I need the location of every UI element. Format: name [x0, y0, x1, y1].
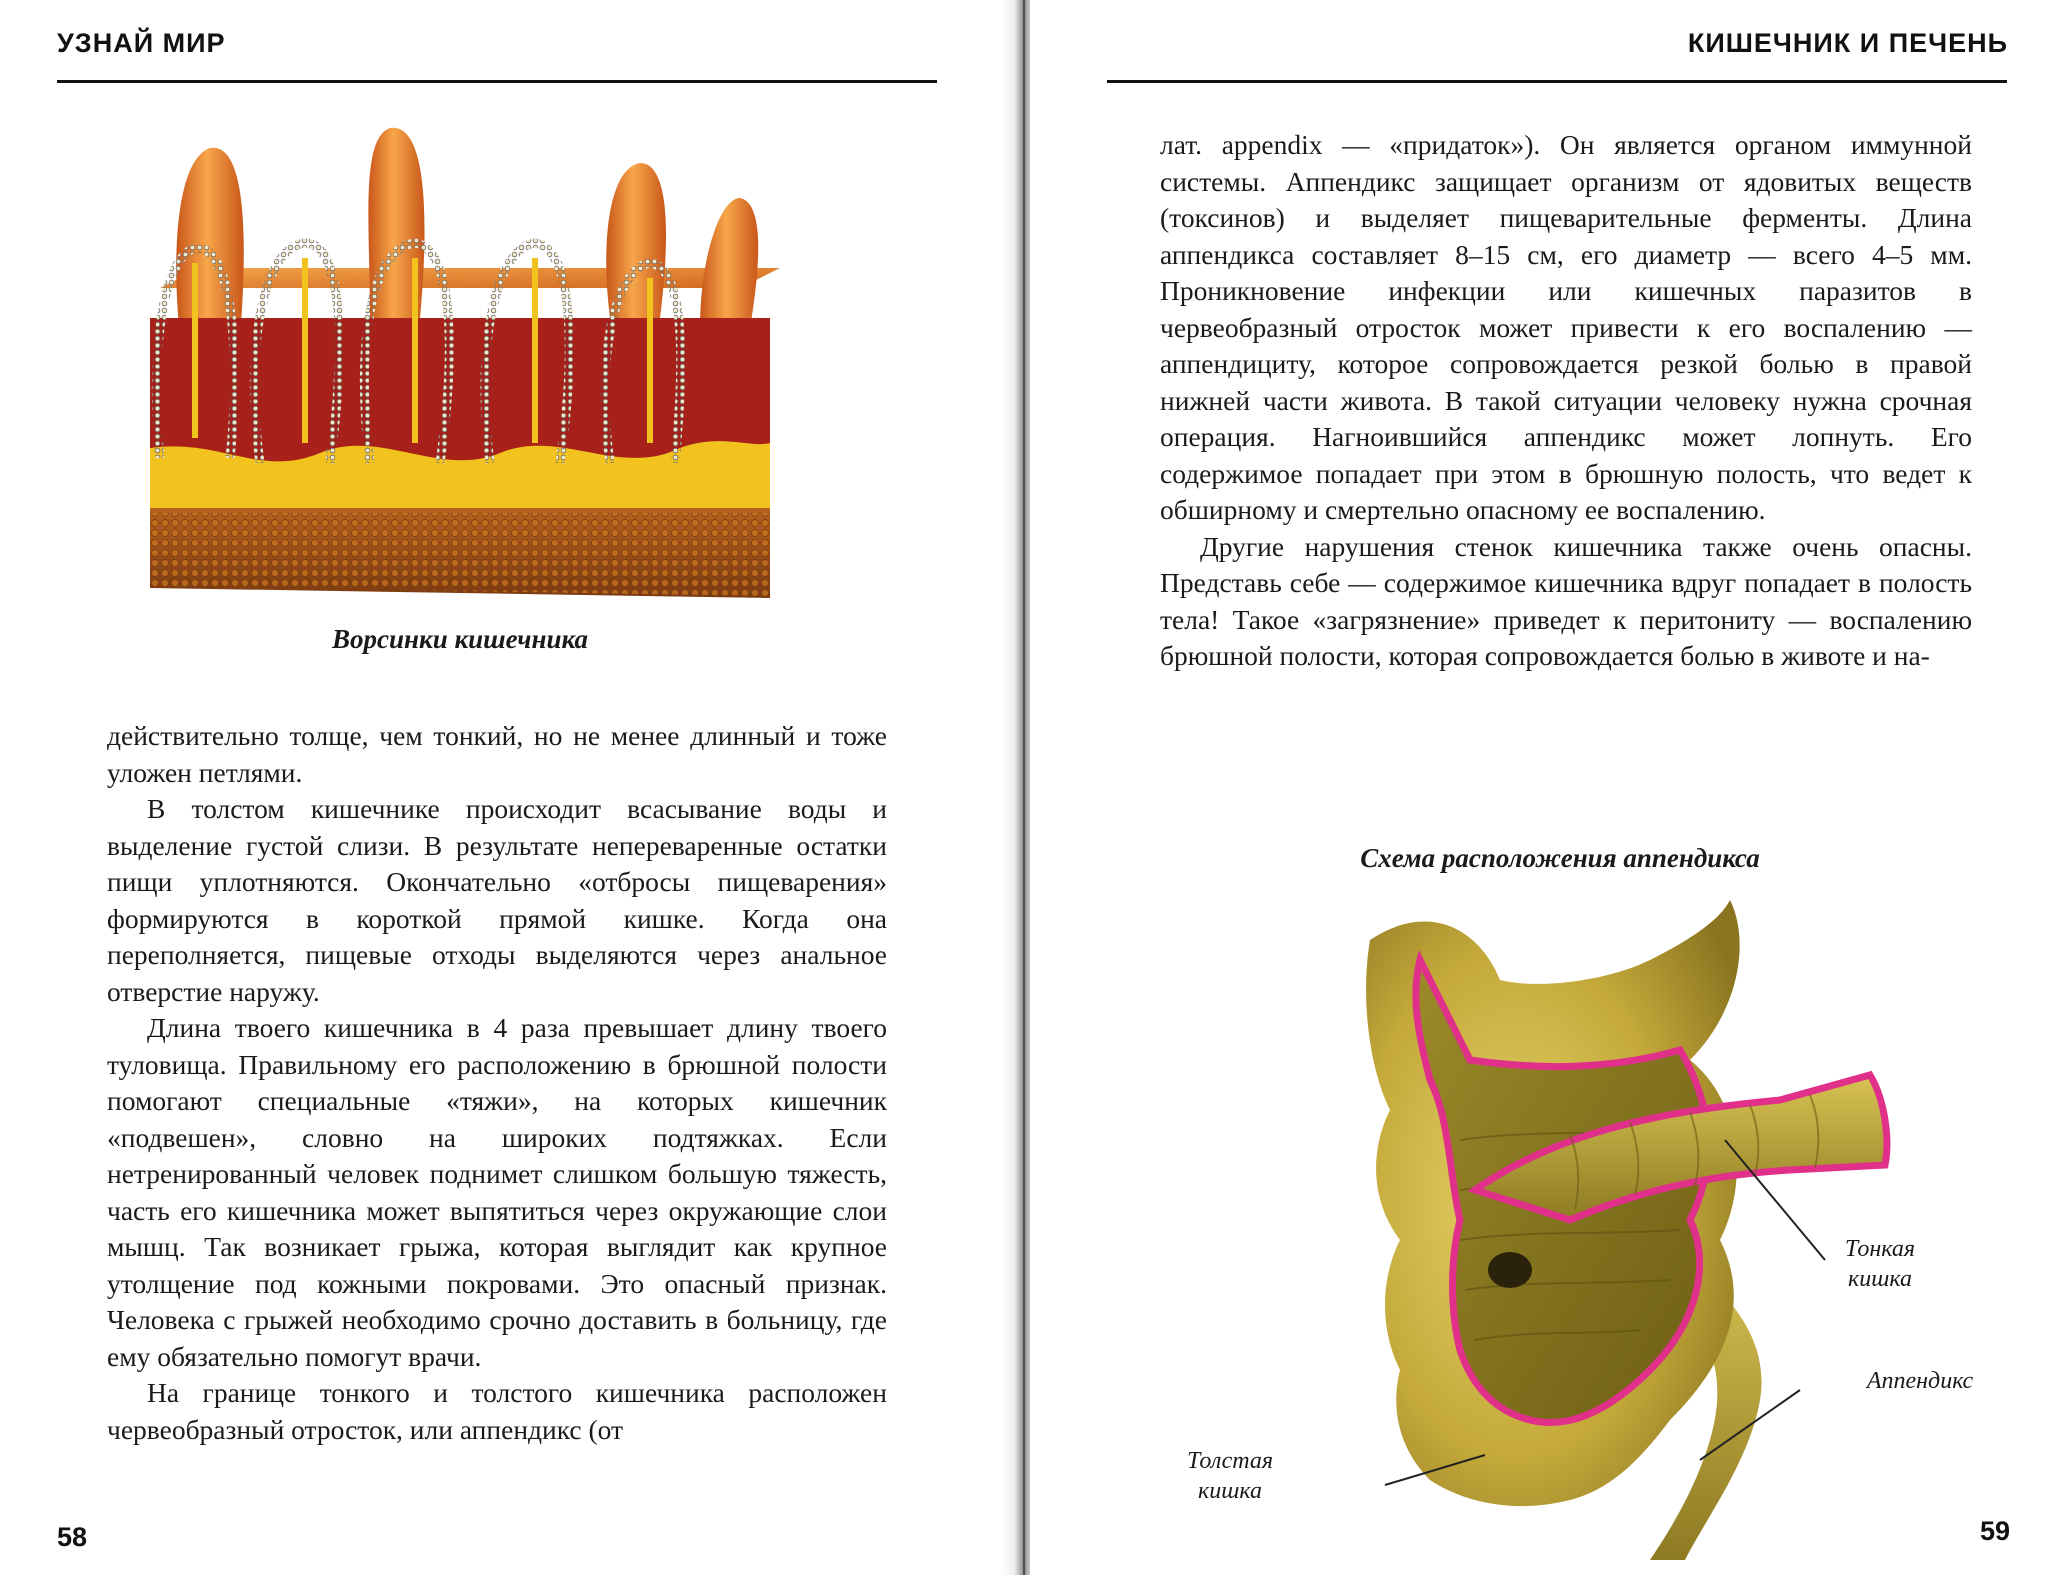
- left-page: [0, 0, 1018, 1575]
- label-appendix: Аппендикс: [1866, 1368, 1974, 1394]
- running-head-left: УЗНАЙ МИР: [57, 28, 226, 58]
- villi-caption: Ворсинки кишечника: [332, 624, 588, 654]
- left-paragraph-3: Длина твоего кишечника в 4 раза превышает длину твоего туловища. Правильному его расположению в брюшной полости помогают специальные «тяжи», на которых кишечник «подвешен», словно на широких подтяжках. Если нетренированный человек поднимет слишком большую тяжесть, часть его кишечника может выпятиться через окружающие слои мышц. Так возникает грыжа, которая выглядит как крупное утолщение под кожными покровами. Это опасный признак. Человека с грыжей необходимо срочно доставить в больницу, где ему обязательно помогут врачи.: [107, 1012, 887, 1372]
- page-number-left: 58: [57, 1522, 88, 1552]
- header-rule-right: [1107, 80, 2007, 83]
- villus-back-4: [700, 198, 758, 328]
- left-paragraph-4: На границе тонкого и толстого кишечника расположен червеобразный отросток, или аппендикс (от: [107, 1377, 887, 1445]
- left-paragraph-1: действительно толще, чем тонкий, но не менее длинный и тоже уложен петлями.: [107, 720, 887, 788]
- villi-illustration: [140, 118, 780, 608]
- header-rule-left: [57, 80, 937, 83]
- right-body-text: [1160, 127, 1972, 675]
- running-head-right: КИШЕЧНИК И ПЕЧЕНЬ: [1687, 28, 2008, 58]
- label-large-intestine: Толстая кишка: [1186, 1448, 1274, 1504]
- left-paragraph-2: В толстом кишечнике происходит всасывание воды и выделение густой слизи. В результате непереваренные остатки пищи уплотняются. Окончательно «отбросы пищеварения» формируются в короткой прямой кишке. Когда она переполняется, пищевые отходы выделяются через анальное отверстие наружу.: [107, 793, 887, 1007]
- appendix-illustration: [1310, 900, 1900, 1560]
- left-body-text: [107, 718, 887, 1448]
- ileocecal-opening: [1488, 1252, 1532, 1288]
- villus-back-3: [606, 163, 666, 318]
- villi-base-cells: [150, 513, 770, 596]
- label-small-intestine: Тонкая кишка: [1844, 1236, 1916, 1292]
- right-paragraph-2: Другие нарушения стенок кишечника также очень опасны. Представь себе — содержимое кишечника вдруг попадает в полость тела! Такое «загрязнение» приведет к перитониту — воспалению брюшной полости, которая сопровождается болью в животе и на-: [1160, 530, 1972, 671]
- right-page: [1030, 0, 2048, 1575]
- right-paragraph-1: лат. appendix — «придаток»). Он является органом иммунной системы. Аппендикс защищает организм от ядовитых веществ (токсинов) и выделяет пищеварительные ферменты. Длина аппендикса составляет 8–15 см, его диаметр — всего 4–5 мм. Проникновение инфекции или кишечных паразитов в червеобразный отросток может привести к его воспалению — аппендициту, которое сопровождается резкой болью в правой нижней части живота. В такой ситуации человеку нужна срочная операция. Нагноившийся аппендикс может лопнуть. Его содержимое попадает при этом в брюшную полость, что ведет к обширному и смертельно опасному ее воспалению.: [1160, 129, 1972, 525]
- villi-top-surface: [160, 268, 780, 288]
- appendix-caption: Схема расположения аппендикса: [1360, 843, 1760, 873]
- page-number-right: 59: [1979, 1516, 2010, 1546]
